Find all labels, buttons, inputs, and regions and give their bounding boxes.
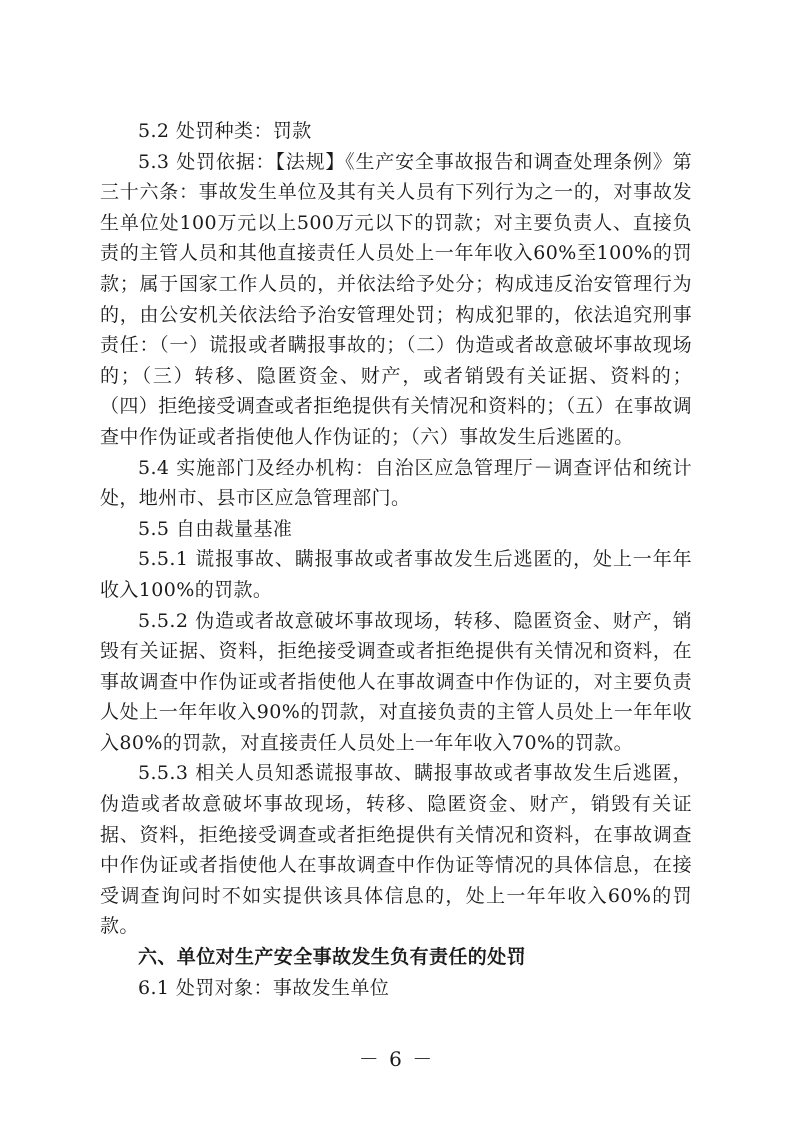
page-number: － 6 － bbox=[358, 1047, 435, 1071]
paragraph-5-4: 5.4 实施部门及经办机构：自治区应急管理厅－调查评估和统计处，地州市、县市区应急管理部门。 bbox=[100, 456, 692, 510]
paragraph-5-2: 5.2 处罚种类：罚款 bbox=[138, 120, 312, 142]
paragraph-5-3: 5.3 处罚依据：【法规】《生产安全事故报告和调查处理条例》第三十六条：事故发生单位及其有关人员有下列行为之一的，对事故发生单位处100万元以上500万元以下的罚款；对主要负责人、直接负责的主管人员和其他直接责任人员处上一年年收入60%至100%的罚款；属于国家工作人员的，并依法给予处分；构成违反治安管理行为的，由公安机关依法给予治安管理处罚；构成犯罪的，依法追究刑事责任：（一）谎报或者瞒报事故的；（二）伪造或者故意破坏事故现场的；（三）转移、隐匿资金、财产，或者销毁有关证据、资料的；（四）拒绝接受调查或者拒绝提供有关情况和资料的；（五）在事故调查中作伪证或者指使他人作伪证的；（六）事故发生后逃匿的。 bbox=[100, 150, 692, 448]
paragraph-5-5: 5.5 自由裁量基准 bbox=[138, 517, 293, 540]
paragraph-5-5-1: 5.5.1 谎报事故、瞒报事故或者事故发生后逃匿的，处上一年年收入100%的罚款。 bbox=[100, 548, 692, 601]
section-heading-6: 六、单位对生产安全事故发生负有责任的处罚 bbox=[138, 946, 527, 969]
paragraph-5-5-2: 5.5.2 伪造或者故意破坏事故现场，转移、隐匿资金、财产，销毁有关证据、资料，拒绝接受调查或者拒绝提供有关情况和资料，在事故调查中作伪证或者指使他人在事故调查中作伪证的，对主要负责人处上一年年收入90%的罚款，对直接负责的主管人员处上一年年收入80%的罚款，对直接责任人员处上一年年收入70%的罚款。 bbox=[100, 609, 692, 754]
paragraph-6-1: 6.1 处罚对象：事故发生单位 bbox=[138, 976, 390, 999]
document-body bbox=[100, 116, 692, 1003]
paragraph-5-5-3: 5.5.3 相关人员知悉谎报事故、瞒报事故或者事故发生后逃匿，伪造或者故意破坏事故现场，转移、隐匿资金、财产，销毁有关证据、资料，拒绝接受调查或者拒绝提供有关情况和资料，在事故调查中作伪证或者指使他人在事故调查中作伪证等情况的具体信息，在接受调查询问时不如实提供该具体信息的，处上一年年收入60%的罚款。 bbox=[100, 762, 692, 938]
